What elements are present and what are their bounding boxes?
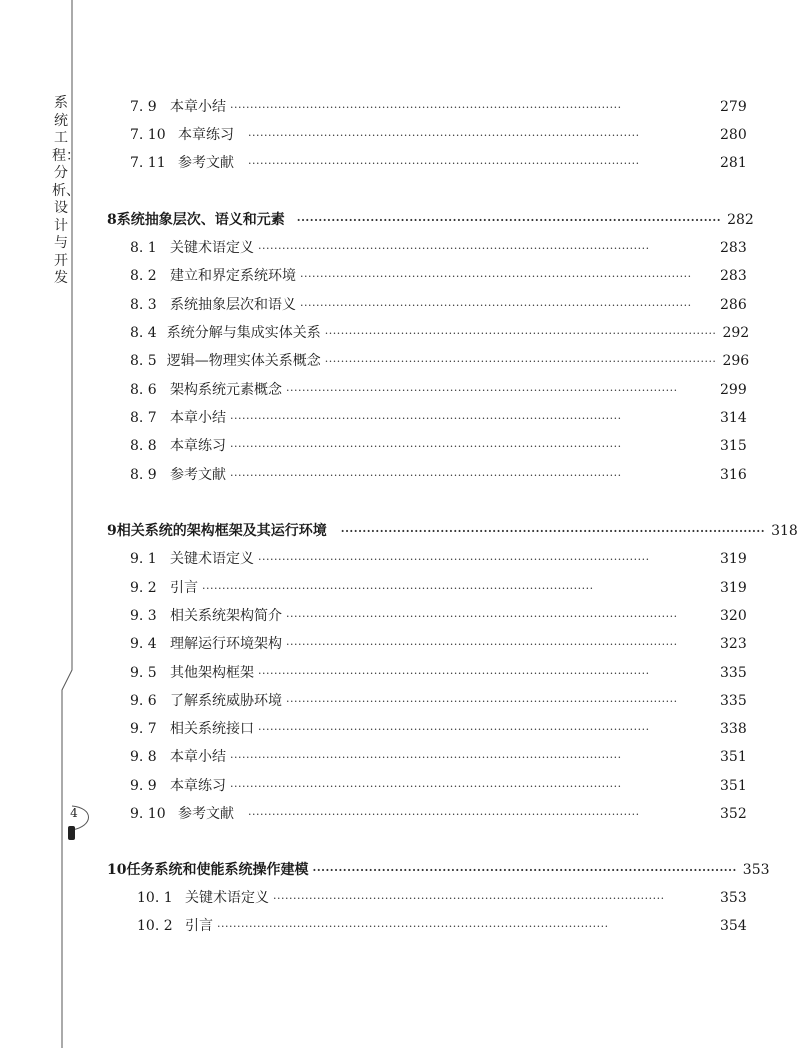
section-title: 逻辑—物理实体关系概念 [166, 353, 321, 369]
leader-dots: ·································································································· [258, 553, 650, 566]
page-ref: 319 [720, 580, 747, 596]
leader-dots: ·································································································· [296, 214, 722, 227]
toc-entry-8-6[interactable] [0, 379, 750, 401]
leader-dots: ·································································································· [230, 469, 622, 482]
chapter-number: 8 [107, 212, 117, 228]
leader-dots: ·································································································· [324, 355, 717, 368]
toc-chapter-9[interactable] [0, 520, 798, 542]
section-number: 9. 9 [130, 778, 157, 794]
section-title: 本章小结 [170, 749, 226, 765]
toc-entry-8-2[interactable] [0, 265, 750, 287]
section-title: 关键术语定义 [185, 890, 269, 906]
page-ref: 281 [720, 155, 747, 171]
toc-chapter-10[interactable] [0, 859, 770, 881]
leader-dots: ·································································································· [230, 440, 622, 453]
chapter-title: 相关系统的架构框架及其运行环境 [116, 523, 327, 539]
leader-dots: ·································································································· [230, 751, 622, 764]
leader-dots: ·································································································· [248, 808, 640, 821]
section-number: 9. 3 [130, 608, 157, 624]
page-ref: 316 [720, 467, 747, 483]
leader-dots: ·································································································· [286, 638, 678, 651]
section-number: 8. 4 [130, 325, 157, 341]
leader-dots: ·································································································· [258, 667, 650, 680]
section-title: 本章练习 [178, 127, 234, 143]
leader-dots: ·································································································· [286, 695, 678, 708]
section-title: 关键术语定义 [170, 551, 254, 567]
leader-dots: ·································································································· [312, 864, 737, 877]
toc-entry-8-4[interactable] [0, 322, 750, 344]
toc-entry-8-1[interactable] [0, 237, 750, 259]
leader-dots: ·································································································· [286, 610, 678, 623]
toc-entry-9-5[interactable] [0, 662, 750, 684]
leader-dots: ·································································································· [248, 157, 640, 170]
section-title: 了解系统威胁环境 [170, 693, 282, 709]
section-title: 架构系统元素概念 [170, 382, 282, 398]
page-ref: 335 [720, 693, 747, 709]
section-number: 8. 2 [130, 268, 157, 284]
page-ref: 283 [720, 268, 747, 284]
page-ref: 354 [720, 918, 747, 934]
toc-entry-7-10[interactable] [0, 124, 750, 146]
page-ref: 338 [720, 721, 747, 737]
leader-dots: ·································································································· [300, 270, 692, 283]
section-number: 9. 5 [130, 665, 157, 681]
leader-dots: ·································································································· [273, 892, 665, 905]
toc-entry-7-9[interactable] [0, 96, 750, 118]
section-number: 8. 7 [130, 410, 157, 426]
section-number: 8. 8 [130, 438, 157, 454]
toc-entry-7-11[interactable] [0, 152, 750, 174]
page-ref: 323 [720, 636, 747, 652]
section-number: 9. 2 [130, 580, 157, 596]
toc-entry-9-6[interactable] [0, 690, 750, 712]
page-tab-marker [68, 826, 75, 840]
toc-entry-9-9[interactable] [0, 775, 750, 797]
page-ref: 320 [720, 608, 747, 624]
toc-entry-10-2[interactable] [0, 915, 750, 937]
page-ref: 351 [720, 778, 747, 794]
running-book-title: 系统工程：分析、设计与开发 [52, 95, 80, 286]
section-number: 8. 1 [130, 240, 157, 256]
section-title: 建立和界定系统环境 [170, 268, 296, 284]
toc-entry-9-4[interactable] [0, 633, 750, 655]
toc-entry-8-3[interactable] [0, 294, 750, 316]
toc-entry-8-9[interactable] [0, 464, 750, 486]
section-number: 7. 10 [130, 127, 166, 143]
section-title: 引言 [170, 580, 198, 596]
page-ref: 352 [720, 806, 747, 822]
section-number: 9. 10 [130, 806, 166, 822]
toc-chapter-8[interactable] [0, 209, 754, 231]
toc-entry-10-1[interactable] [0, 887, 750, 909]
toc-entry-8-5[interactable] [0, 350, 750, 372]
section-title: 相关系统架构简介 [170, 608, 282, 624]
section-title: 系统抽象层次和语义 [170, 297, 296, 313]
section-number: 7. 9 [130, 99, 157, 115]
page-ref: 279 [720, 99, 747, 115]
section-title: 本章练习 [170, 438, 226, 454]
section-title: 参考文献 [178, 155, 234, 171]
page-ref: 283 [720, 240, 747, 256]
toc-entry-9-8[interactable] [0, 746, 750, 768]
toc-entry-8-8[interactable] [0, 435, 750, 457]
section-title: 本章小结 [170, 99, 226, 115]
section-number: 8. 9 [130, 467, 157, 483]
page-number: 4 [70, 806, 78, 820]
page-ref: 318 [771, 523, 798, 539]
toc-entry-9-7[interactable] [0, 718, 750, 740]
section-number: 10. 2 [137, 918, 173, 934]
chapter-title: 系统抽象层次、语义和元素 [116, 212, 285, 228]
leader-dots: ·································································································· [248, 129, 640, 142]
leader-dots: ·································································································· [230, 101, 622, 114]
leader-dots: ·································································································· [300, 299, 692, 312]
section-title: 系统分解与集成实体关系 [166, 325, 321, 341]
page-ref: 353 [720, 890, 747, 906]
section-number: 9. 6 [130, 693, 157, 709]
toc-entry-9-3[interactable] [0, 605, 750, 627]
section-title: 关键术语定义 [170, 240, 254, 256]
section-title: 其他架构框架 [170, 665, 254, 681]
page-ref: 335 [720, 665, 747, 681]
chapter-number: 10 [107, 862, 127, 878]
chapter-title: 任务系统和使能系统操作建模 [126, 862, 309, 878]
page-ref: 286 [720, 297, 747, 313]
section-number: 8. 6 [130, 382, 157, 398]
section-title: 参考文献 [178, 806, 234, 822]
section-title: 本章练习 [170, 778, 226, 794]
section-number: 10. 1 [137, 890, 173, 906]
toc-entry-8-7[interactable] [0, 407, 750, 429]
leader-dots: ·································································································· [230, 412, 622, 425]
leader-dots: ·································································································· [217, 920, 609, 933]
section-number: 9. 7 [130, 721, 157, 737]
leader-dots: ·································································································· [202, 582, 594, 595]
page-ref: 299 [720, 382, 747, 398]
chapter-number: 9 [107, 523, 117, 539]
leader-dots: ·································································································· [286, 384, 678, 397]
section-number: 8. 5 [130, 353, 157, 369]
page-ref: 292 [722, 325, 750, 341]
page-ref: 319 [720, 551, 747, 567]
leader-dots: ·································································································· [258, 242, 650, 255]
section-title: 引言 [185, 918, 213, 934]
leader-dots: ·································································································· [230, 780, 622, 793]
section-title: 理解运行环境架构 [170, 636, 282, 652]
section-number: 7. 11 [130, 155, 166, 171]
leader-dots: ·································································································· [324, 327, 717, 340]
section-title: 相关系统接口 [170, 721, 254, 737]
toc-entry-9-10[interactable] [0, 803, 750, 825]
page-ref: 296 [722, 353, 750, 369]
page-ref: 314 [720, 410, 747, 426]
section-number: 9. 8 [130, 749, 157, 765]
leader-dots: ·································································································· [340, 525, 766, 538]
page-ref: 315 [720, 438, 747, 454]
section-number: 8. 3 [130, 297, 157, 313]
page-ref: 280 [720, 127, 747, 143]
leader-dots: ·································································································· [258, 723, 650, 736]
toc-entry-9-2[interactable] [0, 577, 750, 599]
section-title: 参考文献 [170, 467, 226, 483]
page-ref: 351 [720, 749, 747, 765]
page-ref: 282 [727, 212, 754, 228]
section-number: 9. 4 [130, 636, 157, 652]
page-ref: 353 [742, 862, 770, 878]
section-title: 本章小结 [170, 410, 226, 426]
toc-entry-9-1[interactable] [0, 548, 750, 570]
section-number: 9. 1 [130, 551, 157, 567]
